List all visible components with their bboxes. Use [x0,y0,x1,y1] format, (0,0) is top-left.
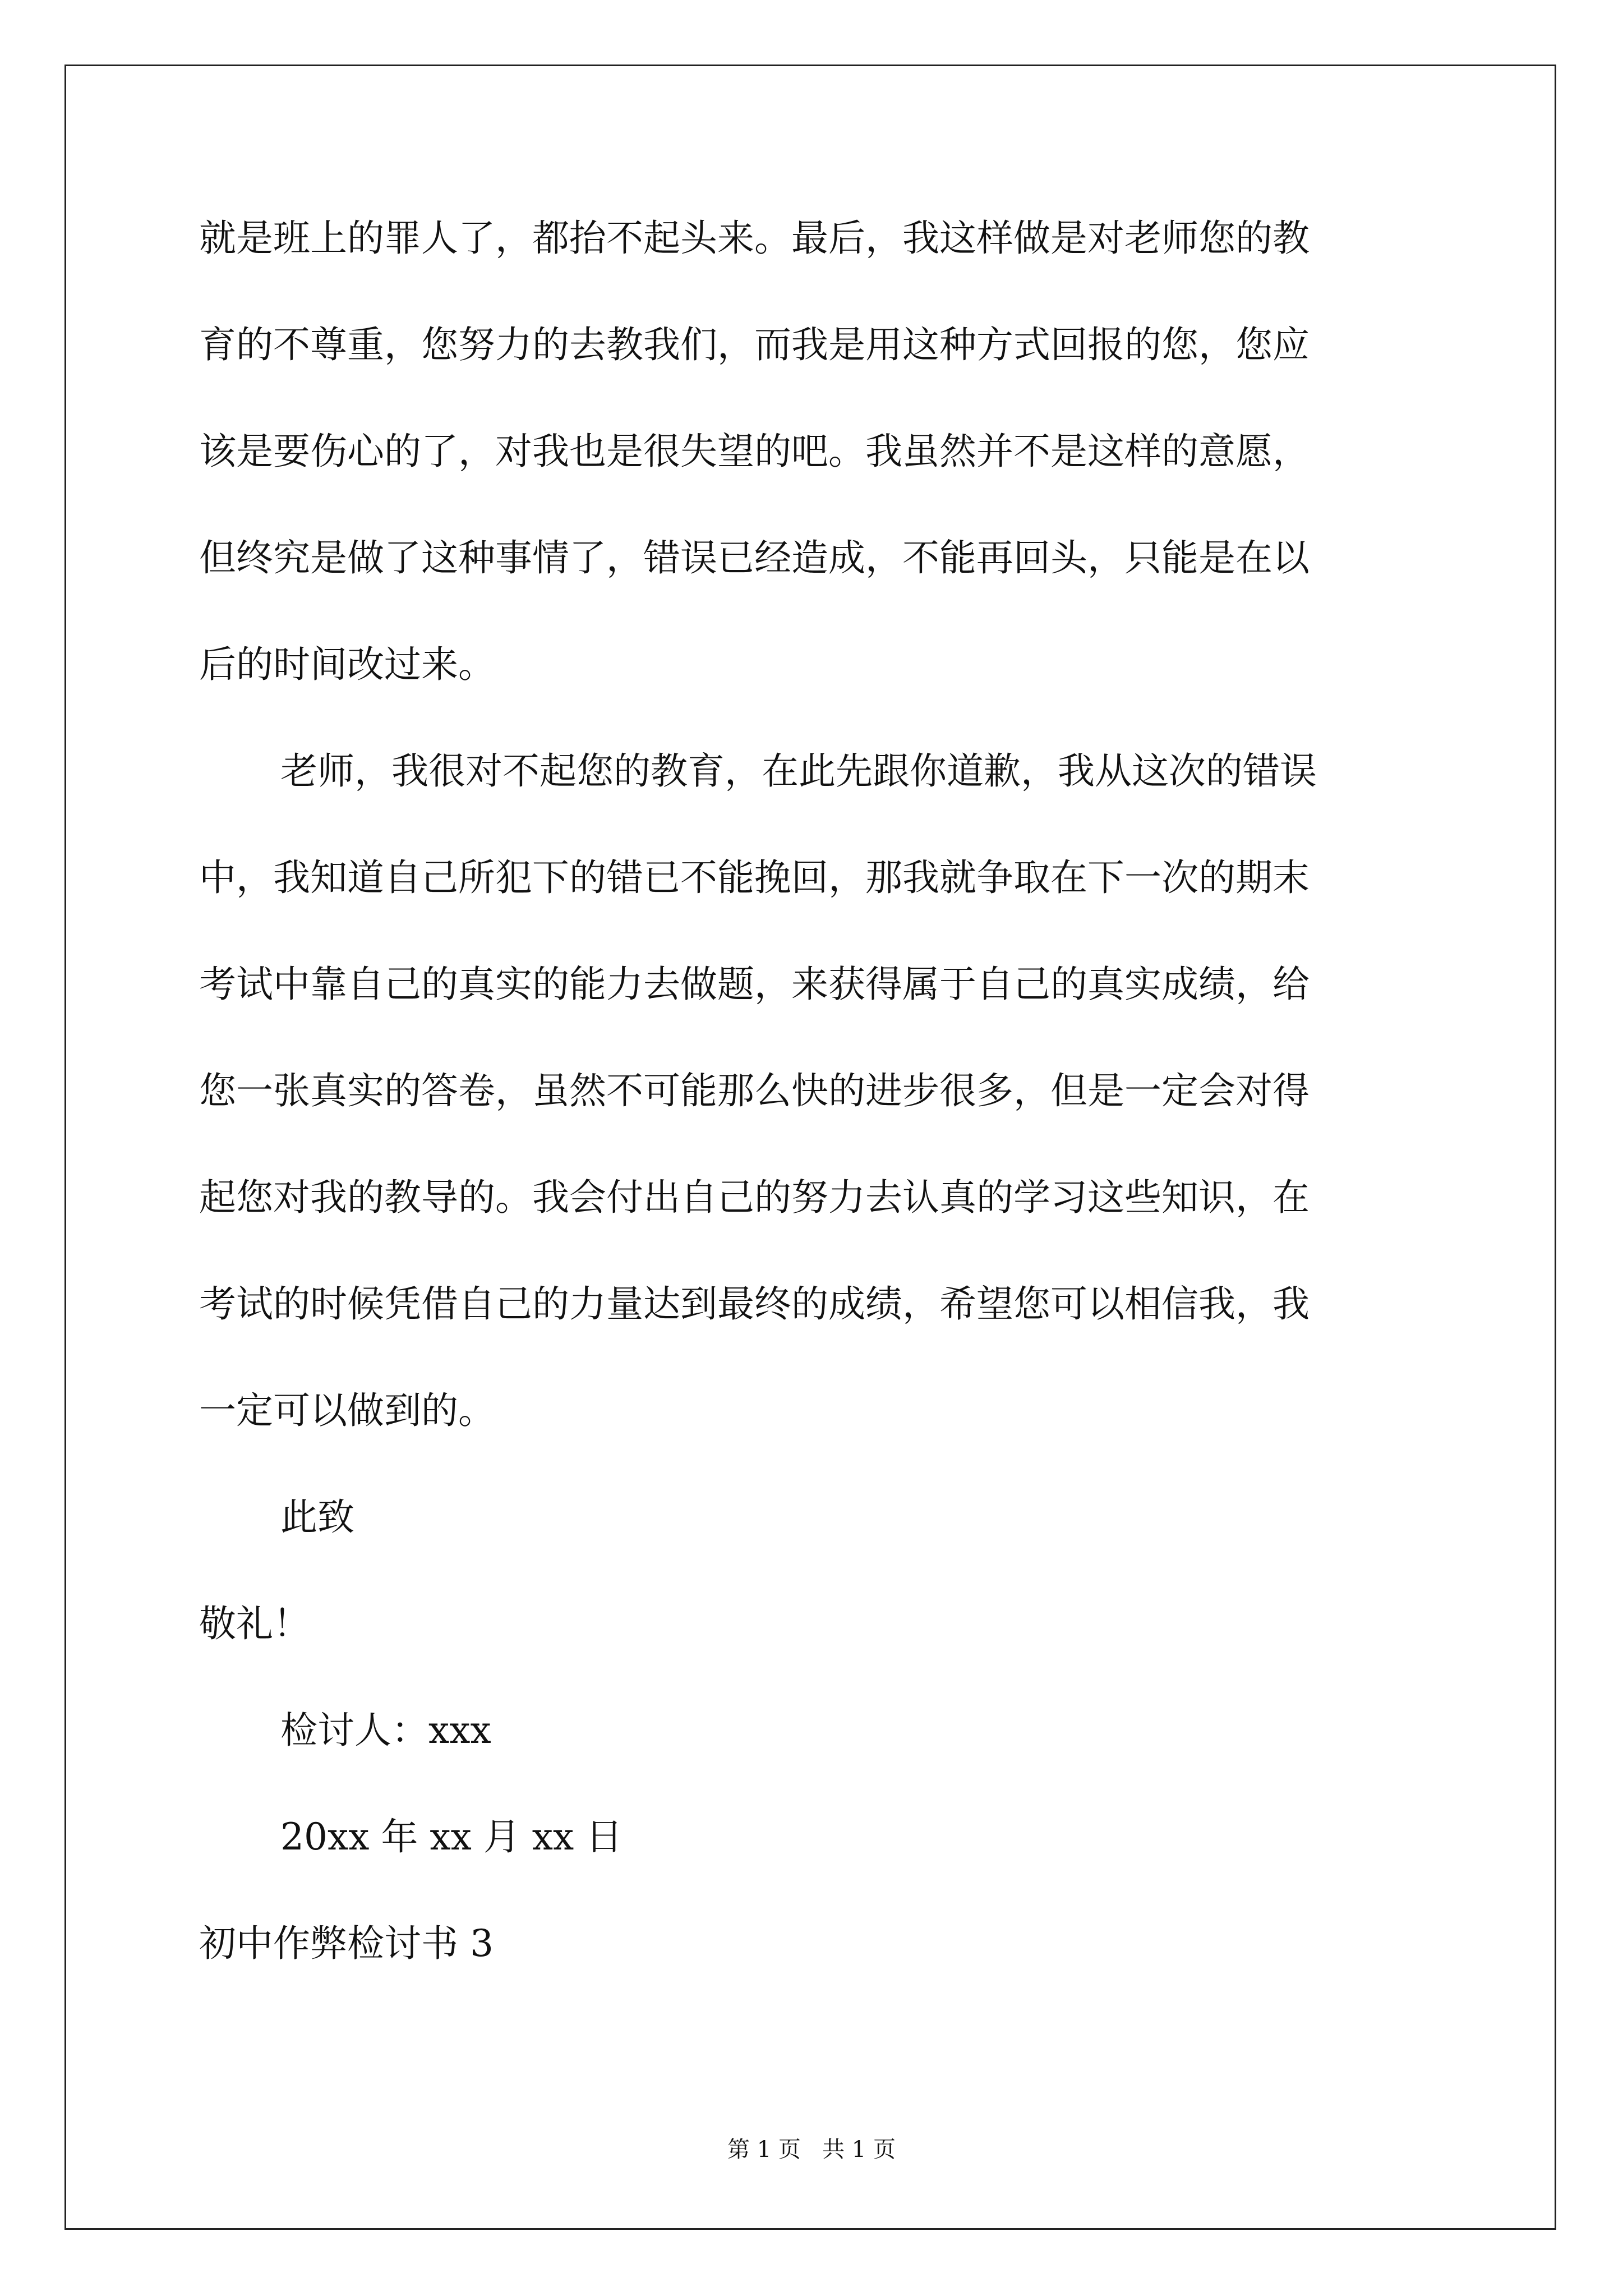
text-line: 一定可以做到的。 [199,1389,495,1432]
text-line: 后的时间改过来。 [199,643,495,686]
text-line: 育的不尊重，您努力的去教我们，而我是用这种方式回报的您，您应 [199,323,1310,366]
text-line: 老师，我很对不起您的教育，在此先跟你道歉，我从这次的错误 [280,749,1317,793]
text-line: 中，我知道自己所犯下的错已不能挽回，那我就争取在下一次的期末 [199,856,1310,899]
text-line: 您一张真实的答卷，虽然不可能那么快的进步很多，但是一定会对得 [199,1069,1310,1112]
paragraph-1 [199,210,1433,743]
text-line: 该是要伤心的了，对我也是很失望的吧。我虽然并不是这样的意愿， [199,430,1310,473]
text-line: 就是班上的罪人了，都抬不起头来。最后，我这样做是对老师您的教 [199,217,1310,260]
page-footer: 第 1 页 共 1 页 [727,2137,896,2162]
text-line: 起您对我的教导的。我会付出自己的努力去认真的学习这些知识，在 [199,1176,1310,1219]
document-body [199,210,1433,2022]
section-title: 初中作弊检讨书 3 [199,1922,494,1965]
date-text: 20xx 年 xx 月 xx 日 [280,1815,623,1858]
text-line: 考试的时候凭借自己的力量达到最终的成绩，希望您可以相信我，我 [199,1282,1310,1326]
signer-text: 检讨人：xxx [280,1709,491,1752]
paragraph-2 [199,743,1433,1489]
salutation-text: 敬礼！ [199,1602,310,1645]
closing-text: 此致 [280,1496,354,1539]
text-line: 考试中靠自己的真实的能力去做题，来获得属于自己的真实成绩，给 [199,963,1310,1006]
text-line: 但终究是做了这种事情了，错误已经造成，不能再回头，只能是在以 [199,536,1310,579]
